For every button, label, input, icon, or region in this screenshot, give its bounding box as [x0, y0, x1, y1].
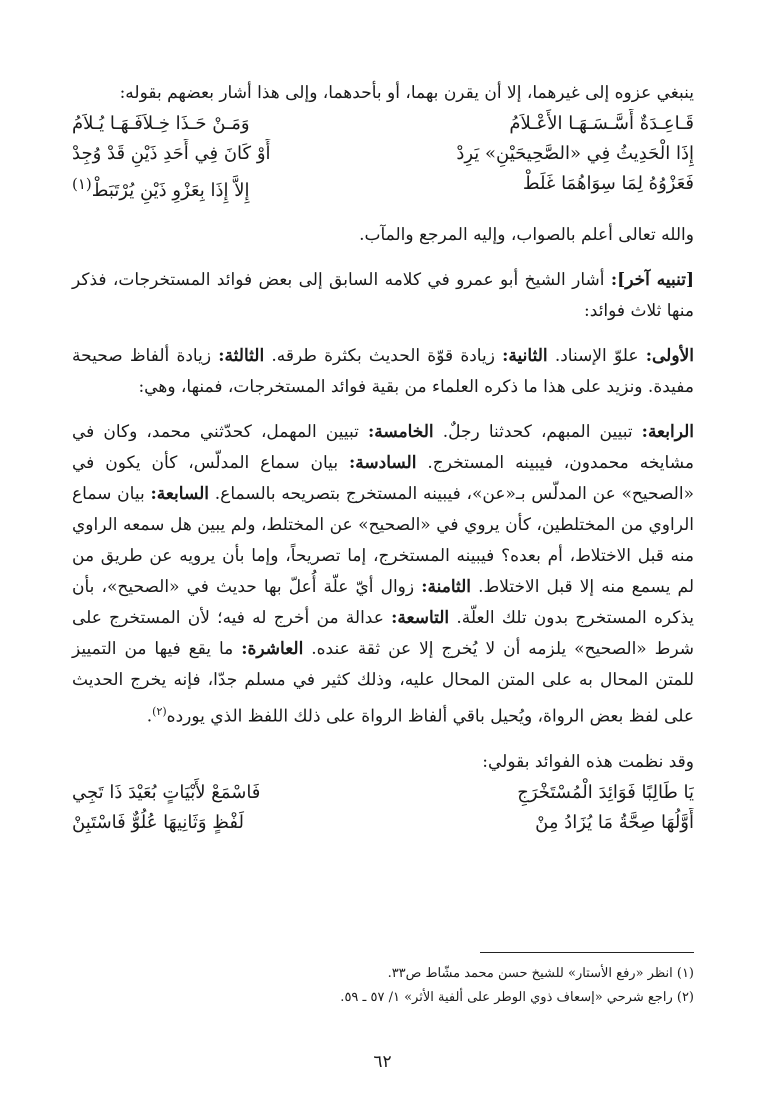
benefit-text: علوّ الإسناد.: [547, 346, 646, 366]
verse-hemistich-second: فَاسْمَعْ لأَبْيَاتٍ بُعَيْدَ ذَا تَجِي: [72, 781, 261, 803]
benefits-paragraph-2: [72, 417, 694, 733]
footnote-1: (١) انظر «رفع الأستار» للشيخ حسن محمد مشّاط ص٣٣.: [387, 966, 694, 981]
verse-hemistich-second: وَمَـنْ حَـذَا خِـلاَفَـهَـا يُـلاَمُ: [72, 113, 250, 134]
benefit-label: الثانية:: [502, 346, 548, 366]
note-label: [تنبيه آخر]:: [610, 270, 694, 290]
footnote-ref-2: (٢): [152, 705, 167, 718]
verse-line: [72, 139, 694, 169]
page-body: [72, 78, 694, 838]
benefit-text: عدالة من أخرج له فيه؛ لأن المستخرج على شرط «الصحيح» يلزمه أن لا يُخرج إلا عن ثقة عنده.: [72, 608, 694, 659]
sentence-end: .: [146, 706, 153, 727]
benefit-text: تبيين المهمل، كحدّثني محمد، وكان في مشايخه محمدون، فيبينه المستخرج.: [72, 422, 694, 473]
benefit-label: الخامسة:: [367, 422, 434, 442]
benefit-text: بيان سماع المدلّس، كأن يكون في «الصحيح» عن المدلّس بـ«عن»، فيبينه المستخرج بتصريحه بالسماع.: [72, 453, 694, 504]
verse-hemistich-second: لَفْظٍ وَثَانِيهَا عُلُوٌّ فَاسْتَبِنْ: [72, 811, 244, 833]
footnote-ref-1: (١): [72, 175, 92, 193]
verse-line: [72, 109, 694, 139]
poem-intro: وقد نظمت هذه الفوائد بقولي:: [482, 751, 694, 772]
verse-hemistich-second: أَوْ كَانَ فِي أَحَدِ ذَيْنِ قَدْ وُجِدْ: [72, 143, 271, 164]
verse-hemistich-first: قَـاعِـدَةٌ أَسَّـسَـهَـا الأَعْـلاَمُ: [509, 113, 694, 134]
verse-text: إِلاَّ إِذَا بِعَزْوِ ذَيْنِ يُرْتَبَطْ: [91, 180, 250, 201]
footnote-divider: [480, 952, 694, 953]
closing-line: والله تعالى أعلم بالصواب، وإليه المرجع والمآب.: [359, 225, 694, 245]
verse-hemistich-second: [72, 169, 377, 206]
benefit-text: ما يقع فيها من التمييز للمتن المحال به على المتن المحال عليه، وذلك كثير في مسلم جدّا، فإنه يخرج الحديث على لفظ بعض الرواة، ويُحيل باقي ألفاظ الرواة على ذلك اللفظ الذي يورده: [72, 639, 694, 727]
benefit-label: السادسة:: [348, 453, 417, 473]
footnote-2: (٢) راجع شرحي «إسعاف ذوي الوطر على ألفية الأثر» ١/ ٥٧ ـ ٥٩.: [340, 990, 694, 1005]
page-number: ٦٢: [373, 1052, 392, 1072]
verse-hemistich-first: فَعَزْوُهُ لِمَا سِوَاهُمَا غَلَطْ: [522, 173, 694, 194]
benefits-paragraph-1: [72, 341, 694, 403]
verse-hemistich-first: يَا طَالِبًا فَوَائِدَ الْمُسْتَخْرَجِ: [517, 781, 694, 803]
benefit-label: التاسعة:: [391, 608, 450, 628]
benefit-label: العاشرة:: [241, 639, 304, 659]
benefit-label: الثالثة:: [218, 346, 265, 366]
footnotes: [72, 962, 694, 1010]
verse-line: [72, 169, 694, 206]
poem-second: [72, 778, 694, 838]
benefit-label: الثامنة:: [421, 577, 472, 597]
benefit-text: تبيين المبهم، كحدثنا رجلٌ.: [433, 422, 642, 442]
note-paragraph: [72, 265, 694, 327]
intro-paragraph: ينبغي عزوه إلى غيرهما، إلا أن يقرن بهما، أو بأحدهما، وإلى هذا أشار بعضهم بقوله:: [119, 83, 694, 103]
poem-first: [72, 109, 694, 206]
benefit-label: السابعة:: [150, 484, 210, 504]
benefit-text: زوال أيّ علّة أُعلّ بها حديث في «الصحيح»، بأن يذكره المستخرج بدون تلك العلّة.: [72, 577, 694, 628]
benefit-text: زيادة قوّة الحديث بكثرة طرقه.: [264, 346, 503, 366]
benefit-label: الأولى:: [645, 346, 694, 366]
benefit-text: زيادة ألفاظ صحيحة مفيدة. ونزيد على هذا ما ذكره العلماء من بقية فوائد المستخرجات، فمنها، وهي:: [72, 346, 694, 397]
verse-line: [72, 778, 694, 808]
note-text: أشار الشيخ أبو عمرو في كلامه السابق إلى بعض فوائد المستخرجات، فذكر منها ثلاث فوائد:: [72, 270, 694, 321]
verse-hemistich-first: إِذَا الْحَدِيثُ فِي «الصَّحِيحَيْنِ» يَرِدْ: [456, 143, 694, 164]
benefit-text: بيان سماع الراوي من المختلطين، كأن يروي في «الصحيح» عن المختلط، ولم يبين هل سمعه الراوي منه قبل الاختلاط، أم بعده؟ فيبينه المستخرج، إما تصريحاً، وإما بأن يرويه عن طريق من لم يسمع منه إلا قبل الاختلاط.: [72, 484, 695, 597]
verse-line: [72, 808, 694, 838]
benefit-label: الرابعة:: [641, 422, 694, 442]
verse-hemistich-first: أَوَّلُهَا صِحَّةُ مَا يُزَادُ مِنْ: [535, 811, 694, 833]
